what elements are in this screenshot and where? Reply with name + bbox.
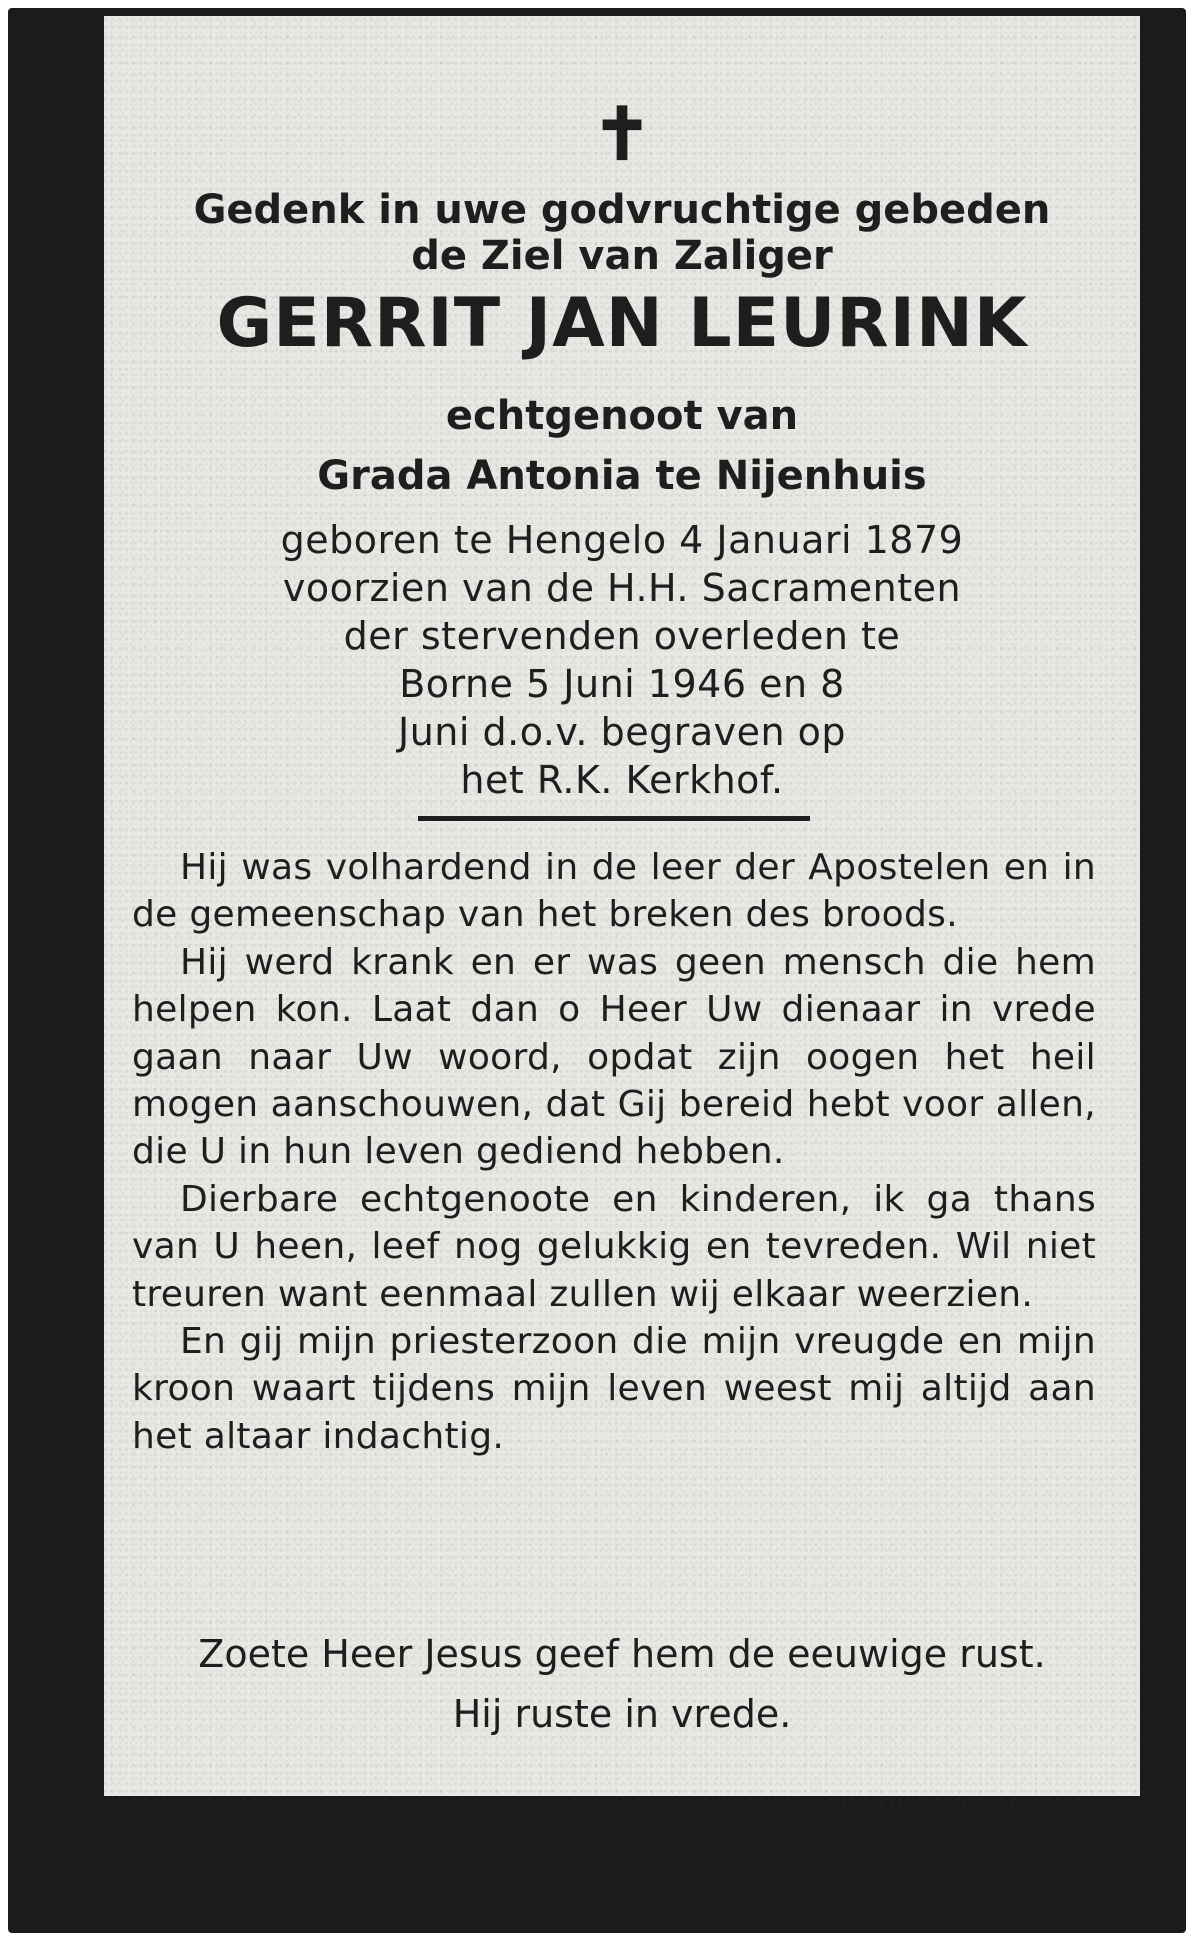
cross-icon: ✝ xyxy=(591,91,653,176)
closing-rest: Hij ruste in vrede. xyxy=(452,1692,792,1736)
detail-line: Borne 5 Juni 1946 en 8 xyxy=(399,662,845,706)
paragraph: En gij mijn priesterzoon die mijn vreugde en mijn kroon waart tijdens mijn leven weest mij altijd aan het altaar indachtig. xyxy=(132,1321,1096,1457)
card-paper xyxy=(104,16,1140,1817)
paragraph: Hij werd krank en er was geen mensch die hem helpen kon. Laat dan o Heer Uw dienaar in vrede gaan naar Uw woord, opdat zijn oogen het heil mogen aanschouwen, dat Gij bereid hebt voor allen, die U in hun leven gediend hebben. xyxy=(132,941,1096,1173)
spouse-intro: echtgenoot van xyxy=(445,393,799,439)
header-line-2: de Ziel van Zaliger xyxy=(411,233,833,279)
detail-line: voorzien van de H.H. Sacramenten xyxy=(282,566,962,610)
divider-rule xyxy=(418,816,810,821)
spouse-name: Grada Antonia te Nijenhuis xyxy=(317,453,927,499)
printer-imprint: TEN TUSSCHER - BORNE xyxy=(828,1795,1084,1817)
paragraph: Dierbare echtgenoote en kinderen, ik ga thans van U heen, leef nog gelukkig en tevreden. Wil niet treuren want eenmaal zullen wij elkaar weerzien. xyxy=(132,1178,1096,1315)
paragraph: Hij was volhardend in de leer der Apostelen en in de gemeenschap van het breken des broods. xyxy=(132,847,1096,936)
header-line-1: Gedenk in uwe godvruchtige gebeden xyxy=(193,187,1051,233)
deceased-name: GERRIT JAN LEURINK xyxy=(216,284,1028,363)
detail-line: het R.K. Kerkhof. xyxy=(460,758,784,802)
memorial-card xyxy=(8,8,1186,1933)
detail-line: Juni d.o.v. begraven op xyxy=(398,710,846,754)
detail-line: geboren te Hengelo 4 Januari 1879 xyxy=(280,518,964,562)
closing-prayer: Zoete Heer Jesus geef hem de eeuwige rust. xyxy=(198,1632,1046,1676)
memorial-text xyxy=(132,844,1096,1460)
detail-line: der stervenden overleden te xyxy=(343,614,901,658)
